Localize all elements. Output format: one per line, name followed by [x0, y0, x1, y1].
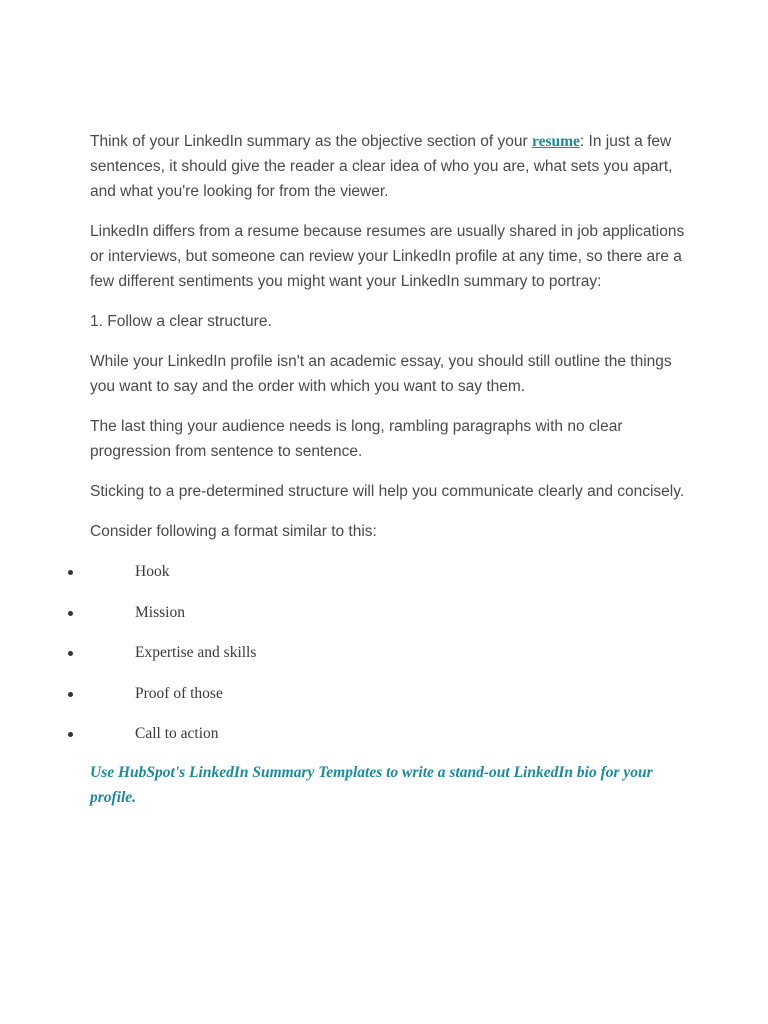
bullet-icon — [68, 651, 73, 656]
paragraph-differences: LinkedIn differs from a resume because resumes are usually shared in job applications or interviews, but someone can review your LinkedIn profile at any time, so there are a few different sentiments you might want your LinkedIn summary to portray: — [90, 223, 685, 290]
templates-cta-link[interactable]: Use HubSpot's LinkedIn Summary Templates to write a stand-out LinkedIn bio for your profile. — [90, 763, 653, 806]
paragraph-outline: While your LinkedIn profile isn't an academic essay, you should still outline the things you want to say and the order with which you want to say them. — [90, 353, 672, 395]
paragraph-structure: Sticking to a pre-determined structure will help you communicate clearly and concisely. — [90, 483, 685, 500]
list-item — [90, 681, 686, 706]
list-item-label: Hook — [135, 563, 170, 580]
list-item — [90, 640, 686, 665]
bullet-icon — [68, 692, 73, 697]
list-item-label: Expertise and skills — [135, 644, 257, 661]
list-item-label: Proof of those — [135, 684, 223, 702]
paragraph-objective-end: : In just a few sentences, it should give the reader a clear idea of who you are, what sets you apart, and what you're looking for from the viewer. — [90, 133, 673, 200]
list-item-label: Mission — [135, 603, 185, 621]
paragraph-objective — [90, 129, 686, 204]
paragraph-format: Consider following a format similar to this: — [90, 523, 377, 540]
bullet-icon — [68, 611, 73, 616]
list-item — [90, 559, 686, 584]
bullet-icon — [68, 732, 73, 737]
paragraph-rambling: The last thing your audience needs is long, rambling paragraphs with no clear progression from sentence to sentence. — [90, 418, 623, 460]
resume-link[interactable]: resume — [531, 133, 580, 150]
paragraph-objective-start: Think of your LinkedIn summary as the objective section of your — [90, 133, 532, 150]
section-heading-structure: 1. Follow a clear structure. — [90, 313, 272, 330]
list-item — [90, 721, 686, 746]
article-body — [90, 129, 686, 810]
format-list — [90, 559, 686, 746]
bullet-icon — [68, 570, 73, 575]
list-item — [90, 600, 686, 625]
list-item-label: Call to action — [135, 725, 219, 742]
